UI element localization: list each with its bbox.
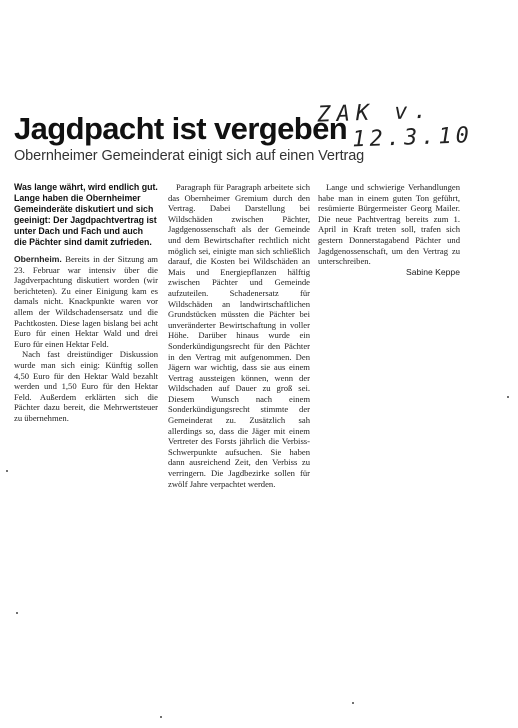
article-paragraph-4-text: Lange und schwierige Verhandlungen habe man in einem guten Ton geführt, resümierte Bürgermeister Georg Mailer. Die neue Pachtvertrag bereits zum 1. April in Kraft treten soll, trafen sich gestern Donnerstagabend Pächter und Jagdgenossenschaft, um den Vertrag zu unterschreiben. — [318, 182, 460, 267]
article-paragraph-2-part — [14, 349, 158, 423]
article-headline: Jagdpacht ist vergeben — [14, 111, 348, 146]
article-column-1 — [14, 182, 158, 424]
article-lead: Was lange währt, wird endlich gut. Lange haben die Obernheimer Gemeinderäte diskutiert und sich geeinigt: Der Jagdpachtvertrag ist unter Dach und Fach und auch die Pächter sind damit zufrieden. — [14, 182, 158, 247]
article-author: Sabine Keppe — [406, 266, 460, 277]
scan-speck — [352, 702, 354, 704]
scan-speck — [160, 716, 162, 718]
article-paragraph-2-text: Nach fast dreistündiger Diskussion wurde man sich einig: Künftig sollen 4,50 Euro für den Hektar Wald bezahlt werden und 1,50 Euro für den Hektar Feld. Außerdem erklärten sich die Pächter dazu bereit, die Mehrwertsteuer zu übernehmen. — [14, 349, 158, 423]
article-paragraph-3 — [168, 182, 310, 489]
handwritten-date-line: 12.3.10 — [351, 123, 474, 153]
article-paragraph-1-text: Bereits in der Sitzung am 23. Februar war intensiv über die Jagdverpachtung diskutiert worden (wir berichteten). Zu einer Einigung kam es damals nicht. Knackpunkte waren vor allem der Wildschadensersatz und die Pachtkosten. Diese lagen bislang bei acht Euro für einen Hektar Wald und drei Euro für einen Hektar Feld. — [14, 254, 158, 349]
handwritten-source-line: ZAK v. — [316, 98, 434, 128]
article-column-3 — [318, 182, 460, 277]
article-subheadline: Obernheimer Gemeinderat einigt sich auf einen Vertrag — [14, 148, 365, 164]
scan-speck — [6, 470, 8, 472]
article-column-2 — [168, 182, 310, 489]
scan-speck — [16, 612, 18, 614]
article-paragraph-3-text: Paragraph für Paragraph arbeitete sich das Obernheimer Gremium durch den Vertrag. Dabei Darstellung bei Wildschäden zwischen Pächter, Jagdgenossenschaft als der Gemeinde und dem Bewirtschafter rechtlich nicht möglich sei, einigte man sich schließlich darauf, die Kosten bei Wildschäden an Mais und Energiepflanzen hälftig zwischen Pächter und Gemeinde aufzuteilen. Schadenersatz für Wildschäden an landwirtschaftlichen Grundstücken müssten die Pächter bei unveränderter Bewirtschaftung in voller Höhe. Darüber hinaus wurde ein Sonderkündigungsrecht für den Pächter in den Vertrag mit aufgenommen. Den Jägern war wichtig, dass sie aus einem Vertrag aussteigen können, wenn der Wildschaden auf Dauer zu groß sei. Diesem Wunsch nach einem Sonderkündigungsrecht stimmte der Gemeinderat zu. Zusätzlich sah allerdings so, dass die Jäger mit einem Vertreter des Forsts jährlich die Verbiss-Schwerpunkte aufsuchen. Sie haben dann ausreichend Zeit, den Verbiss zu verringern. Die Jagdbezirke sollen für zwölf Jahre verpachtet werden. — [168, 182, 310, 489]
article-paragraph-1 — [14, 254, 158, 349]
article-dateline: Obernheim. — [14, 254, 62, 264]
article-paragraph-4 — [318, 182, 460, 267]
scan-speck — [507, 396, 509, 398]
